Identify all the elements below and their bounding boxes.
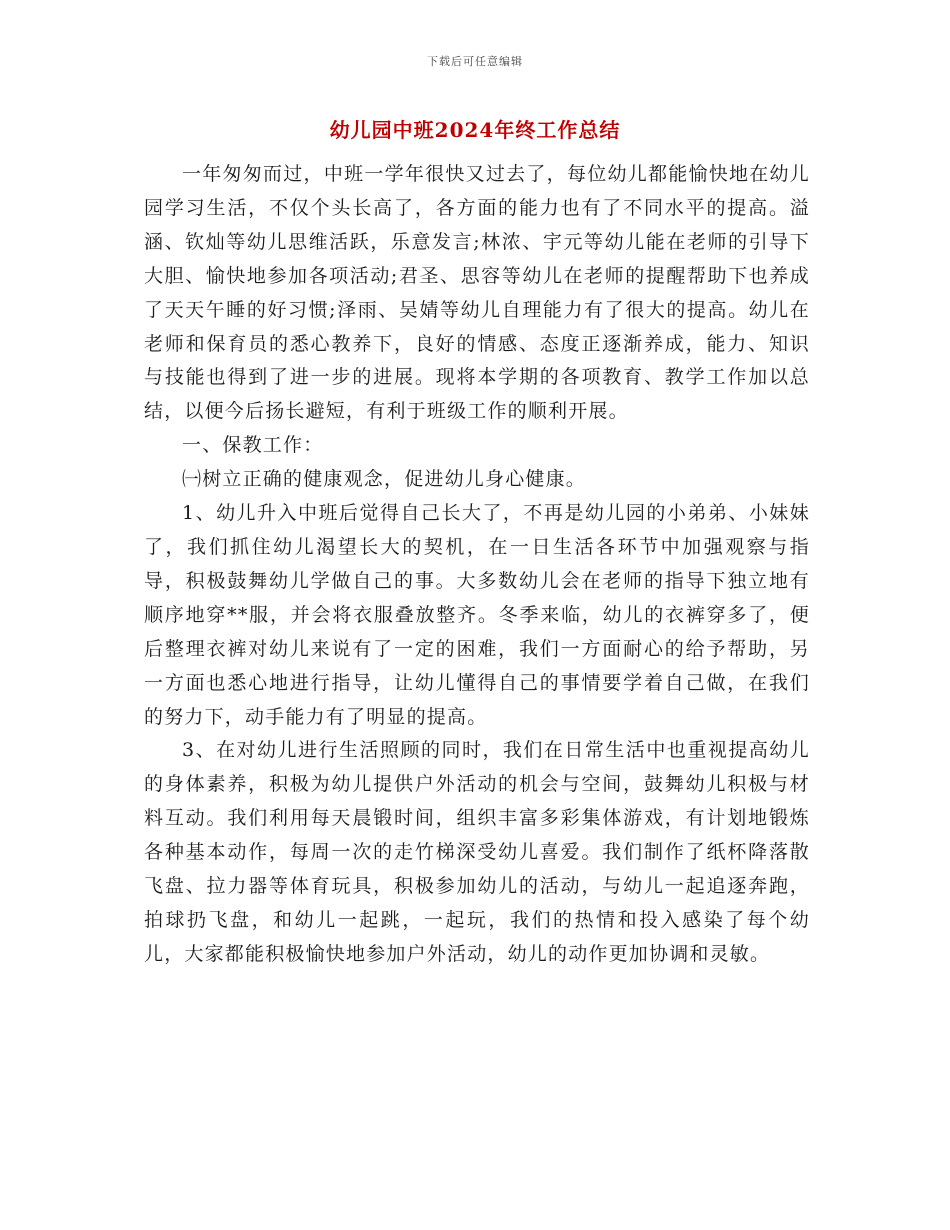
document-title: 幼儿园中班2024年终工作总结: [329, 118, 621, 142]
section-heading-care-education: 一、保教工作：: [182, 434, 324, 457]
header-note: 下载后可任意编辑: [427, 55, 523, 68]
paragraph-item-3: 3、在对幼儿进行生活照顾的同时，我们在日常生活中也重视提高幼儿的身体素养，积极为幼儿提供户外活动的机会与空间，鼓舞幼儿积极与材料互动。我们利用每天晨锻时间，组织丰富多彩集体游戏，有计划地锻炼各种基本动作，每周一次的走竹梯深受幼儿喜爱。我们制作了纸杯降落散飞盘、拉力器等体育玩具，积极参加幼儿的活动，与幼儿一起追逐奔跑，拍球扔飞盘，和幼儿一起跳，一起玩，我们的热情和投入感染了每个幼儿，大家都能积极愉快地参加户外活动，幼儿的动作更加协调和灵敏。: [144, 739, 810, 965]
paragraph-intro: 一年匆匆而过，中班一学年很快又过去了，每位幼儿都能愉快地在幼儿园学习生活，不仅个头长高了，各方面的能力也有了不同水平的提高。溢涵、钦灿等幼儿思维活跃，乐意发言;林浓、宇元等幼儿能在老师的引导下大胆、愉快地参加各项活动;君圣、思容等幼儿在老师的提醒帮助下也养成了天天午睡的好习惯;泽雨、吴婧等幼儿自理能力有了很大的提高。幼儿在老师和保育员的悉心教养下，良好的情感、态度正逐渐养成，能力、知识与技能也得到了进一步的进展。现将本学期的各项教育、教学工作加以总结，以便今后扬长避短，有利于班级工作的顺利开展。: [144, 163, 810, 423]
paragraph-item-1: 1、幼儿升入中班后觉得自己长大了，不再是幼儿园的小弟弟、小妹妹了，我们抓住幼儿渴望长大的契机，在一日生活各环节中加强观察与指导，积极鼓舞幼儿学做自己的事。大多数幼儿会在老师的指导下独立地有顺序地穿**服，并会将衣服叠放整齐。冬季来临，幼儿的衣裤穿多了，便后整理衣裤对幼儿来说有了一定的困难，我们一方面耐心的给予帮助，另一方面也悉心地进行指导，让幼儿懂得自己的事情要学着自己做，在我们的努力下，动手能力有了明显的提高。: [144, 502, 810, 728]
document-body: [144, 158, 810, 972]
subsection-heading-health: ㈠树立正确的健康观念，促进幼儿身心健康。: [182, 468, 587, 491]
